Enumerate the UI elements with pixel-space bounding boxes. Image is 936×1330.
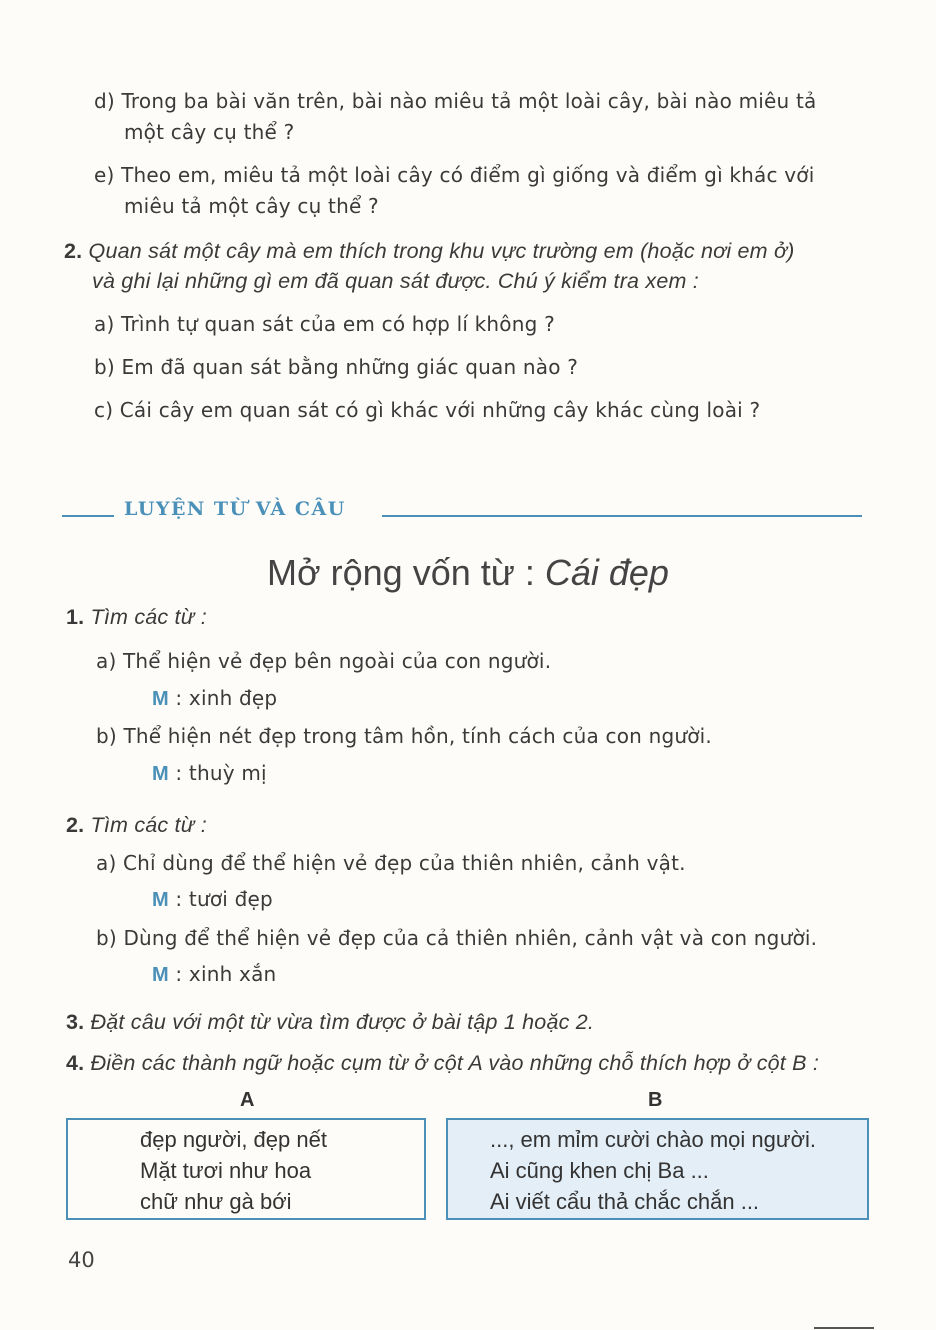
q1-b-m-label: M — [152, 763, 169, 785]
q1-b: b) Thể hiện nét đẹp trong tâm hồn, tính cách của con người. — [96, 724, 712, 748]
column-a-item: đẹp người, đẹp nết — [140, 1127, 327, 1152]
column-b-item: Ai viết cẩu thả chắc chắn ... — [490, 1189, 760, 1214]
column-a-box — [66, 1118, 426, 1220]
column-b-header: B — [648, 1089, 663, 1111]
lesson-title — [0, 552, 936, 594]
exercise-1e-line1: e) Theo em, miêu tả một loài cây có điểm gì giống và điểm gì khác với — [94, 163, 815, 187]
q2-b: b) Dùng để thể hiện vẻ đẹp của cả thiên nhiên, cảnh vật và con người. — [96, 926, 818, 950]
q2-a-m-text: : tươi đẹp — [168, 887, 273, 911]
lesson-title-italic: Cái đẹp — [544, 552, 669, 593]
q4-prompt-text: Điền các thành ngữ hoặc cụm từ ở cột A vào những chỗ thích hợp ở cột B : — [90, 1051, 820, 1075]
exercise-2a: a) Trình tự quan sát của em có hợp lí không ? — [94, 312, 555, 336]
q4-number: 4. — [66, 1051, 85, 1075]
exercise-2-prompt-line2: và ghi lại những gì em đã quan sát được. Chú ý kiểm tra xem : — [92, 269, 699, 293]
q1-b-example — [152, 758, 267, 789]
q2-a: a) Chỉ dùng để thể hiện vẻ đẹp của thiên nhiên, cảnh vật. — [96, 851, 686, 875]
q2-b-m-text: : xinh xắn — [168, 962, 277, 986]
q2-prompt — [66, 810, 207, 840]
exercise-1e-line2: miêu tả một cây cụ thể ? — [124, 194, 379, 218]
column-a-item: Mặt tươi như hoa — [140, 1158, 312, 1183]
q4-prompt — [66, 1048, 819, 1078]
q1-b-m-text: : thuỳ mị — [168, 761, 267, 785]
q3-number: 3. — [66, 1010, 85, 1034]
exercise-2-prompt-text: Quan sát một cây mà em thích trong khu vực trường em (hoặc nơi em ở) — [88, 239, 795, 263]
page-number: 40 — [68, 1248, 95, 1272]
column-b-item: ..., em mỉm cười chào mọi người. — [490, 1127, 817, 1152]
q1-a-example — [152, 683, 277, 714]
q2-b-m-label: M — [152, 964, 169, 986]
q2-a-example — [152, 884, 273, 915]
q1-prompt-text: Tìm các từ : — [90, 605, 207, 629]
column-b-box — [446, 1118, 869, 1220]
q3-prompt-text: Đặt câu với một từ vừa tìm được ở bài tập 1 hoặc 2. — [90, 1010, 595, 1034]
q1-a: a) Thể hiện vẻ đẹp bên ngoài của con người. — [96, 649, 552, 673]
exercise-1d-line1: d) Trong ba bài văn trên, bài nào miêu tả một loài cây, bài nào miêu tả — [94, 89, 817, 113]
exercise-2-prompt-line1 — [64, 236, 795, 266]
q2-prompt-text: Tìm các từ : — [90, 813, 207, 837]
column-a-header: A — [240, 1089, 255, 1111]
exercise-2-number: 2. — [64, 239, 83, 263]
q2-number: 2. — [66, 813, 85, 837]
section-header — [62, 498, 862, 522]
q1-a-m-label: M — [152, 688, 169, 710]
exercise-1d-line2: một cây cụ thể ? — [124, 120, 295, 144]
q2-a-m-label: M — [152, 889, 169, 911]
q1-number: 1. — [66, 605, 85, 629]
lesson-title-plain: Mở rộng vốn từ : — [267, 552, 545, 593]
q3-prompt — [66, 1007, 594, 1037]
column-a-item: chữ như gà bới — [140, 1189, 292, 1214]
exercise-2c: c) Cái cây em quan sát có gì khác với những cây khác cùng loài ? — [94, 398, 761, 422]
corner-rule — [814, 1327, 874, 1329]
section-header-label: LUYỆN TỪ VÀ CÂU — [124, 498, 346, 520]
header-rule-left — [62, 515, 114, 517]
column-b-item: Ai cũng khen chị Ba ... — [490, 1158, 709, 1183]
q1-a-m-text: : xinh đẹp — [168, 686, 278, 710]
exercise-2b: b) Em đã quan sát bằng những giác quan nào ? — [94, 355, 579, 379]
q2-b-example — [152, 959, 276, 990]
header-rule-right — [382, 515, 862, 517]
q1-prompt — [66, 602, 207, 632]
